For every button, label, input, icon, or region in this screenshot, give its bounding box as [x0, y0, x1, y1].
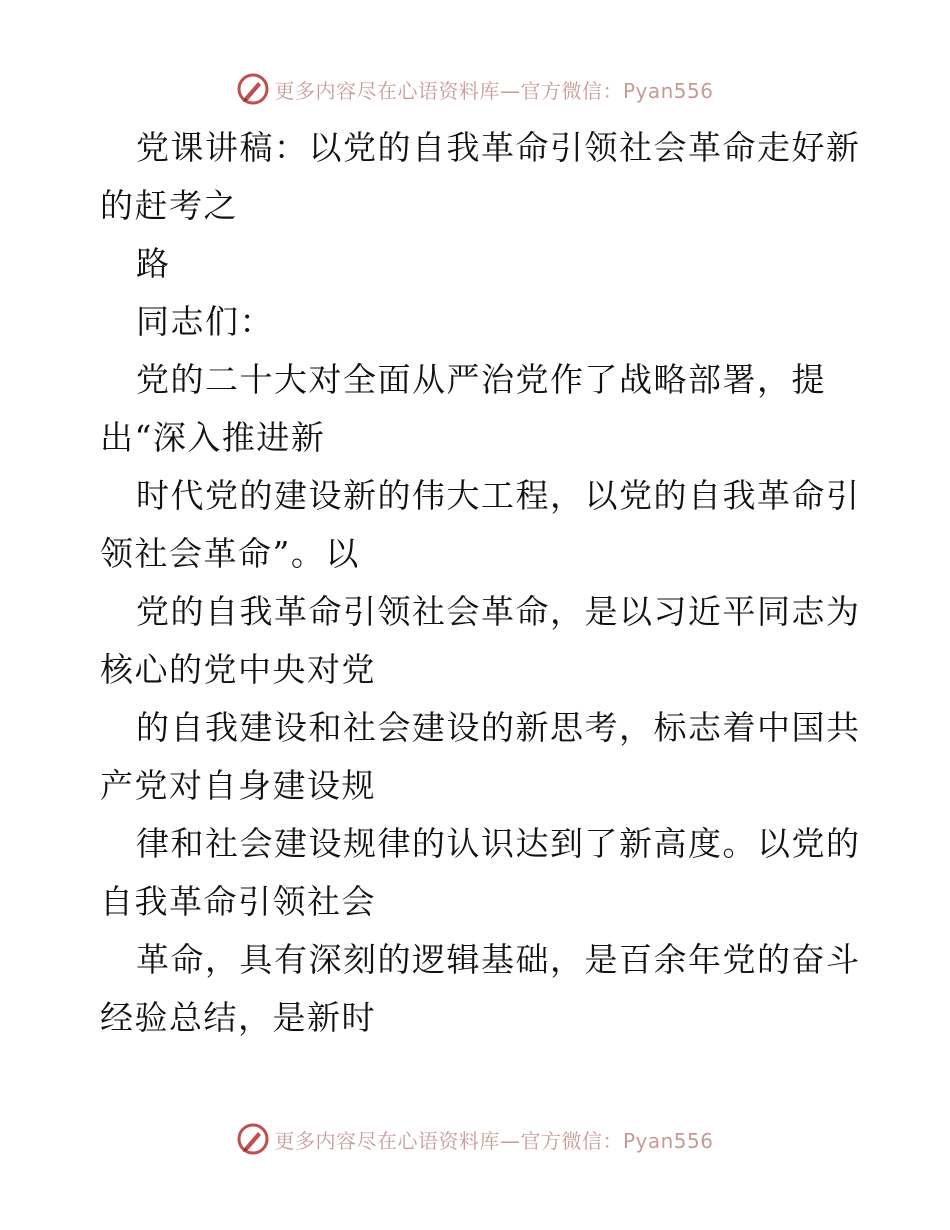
title-line-3: 路 — [136, 244, 171, 283]
paragraph-line: 革命，具有深刻的逻辑基础，是百余年党的奋斗 — [136, 940, 861, 979]
paragraph-line: 核心的党中央对党 — [100, 650, 376, 689]
salutation: 同志们： — [136, 302, 274, 341]
paragraph-line: 党的自我革命引领社会革命，是以习近平同志为 — [136, 592, 861, 631]
footer-watermark — [0, 1122, 950, 1156]
header-watermark — [0, 72, 950, 106]
watermark-text: 更多内容尽在心语资料库—官方微信：Pyan556 — [274, 1128, 714, 1153]
paragraph-line: 自我革命引领社会 — [100, 882, 376, 921]
paragraph-line: 经验总结，是新时 — [100, 998, 376, 1037]
title-line-2: 的赶考之 — [100, 186, 238, 225]
paragraph-line: 出“深入推进新 — [100, 418, 326, 457]
paragraph-line: 党的二十大对全面从严治党作了战略部署，提 — [136, 360, 826, 399]
title-line-1: 党课讲稿：以党的自我革命引领社会革命走好新 — [136, 128, 861, 167]
watermark-text: 更多内容尽在心语资料库—官方微信：Pyan556 — [274, 78, 714, 103]
paragraph-line: 的自我建设和社会建设的新思考，标志着中国共 — [136, 708, 861, 747]
paragraph-line: 产党对自身建设规 — [100, 766, 376, 805]
paragraph-line: 律和社会建设规律的认识达到了新高度。以党的 — [136, 824, 861, 863]
pen-logo-icon — [236, 72, 270, 106]
pen-logo-icon — [236, 1122, 270, 1156]
paragraph-line: 时代党的建设新的伟大工程，以党的自我革命引 — [136, 476, 861, 515]
paragraph-line: 领社会革命”。以 — [100, 534, 360, 573]
